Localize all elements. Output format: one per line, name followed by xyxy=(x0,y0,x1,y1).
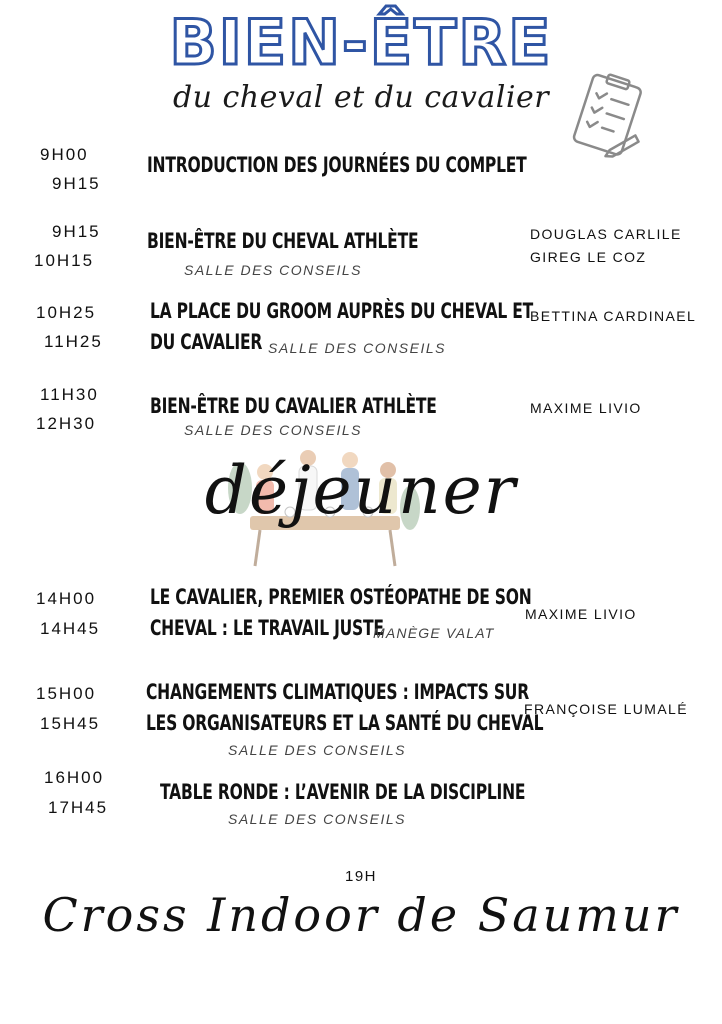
session-6-end-time: 15H45 xyxy=(40,714,101,733)
page-subtitle: du cheval et du cavalier xyxy=(172,80,550,115)
session-2-start-time: 9H15 xyxy=(52,222,101,241)
session-3-end-time: 11H25 xyxy=(44,332,103,351)
session-5-title-line-2: CHEVAL : LE TRAVAIL JUSTE xyxy=(150,616,384,640)
session-3-room: SALLE DES CONSEILS xyxy=(268,340,446,356)
session-5-title-line-1: LE CAVALIER, PREMIER OSTÉOPATHE DE SON xyxy=(150,585,532,609)
session-4-speaker-1: MAXIME LIVIO xyxy=(530,400,642,416)
session-4-title: BIEN-ÊTRE DU CAVALIER ATHLÈTE xyxy=(150,394,437,418)
session-6-start-time: 15H00 xyxy=(36,684,97,703)
session-5-end-time: 14H45 xyxy=(40,619,101,638)
session-7-title: TABLE RONDE : L’AVENIR DE LA DISCIPLINE xyxy=(160,780,526,804)
session-2-end-time: 10H15 xyxy=(34,251,95,270)
session-5-speaker-1: MAXIME LIVIO xyxy=(525,606,637,622)
session-1-end-time: 9H15 xyxy=(52,174,101,193)
session-6-room: SALLE DES CONSEILS xyxy=(228,742,406,758)
session-2-speaker-2: GIREG LE COZ xyxy=(530,249,647,265)
session-7-end-time: 17H45 xyxy=(48,798,109,817)
session-6-title-line-1: CHANGEMENTS CLIMATIQUES : IMPACTS SUR xyxy=(146,680,529,704)
session-6-title-line-2: LES ORGANISATEURS ET LA SANTÉ DU CHEVAL xyxy=(146,711,544,735)
clipboard-checklist-icon xyxy=(560,68,656,164)
session-4-room: SALLE DES CONSEILS xyxy=(184,422,362,438)
session-3-start-time: 10H25 xyxy=(36,303,97,322)
session-5-start-time: 14H00 xyxy=(36,589,97,608)
session-3-title-line-2: DU CAVALIER xyxy=(150,330,263,354)
session-4-start-time: 11H30 xyxy=(40,385,99,404)
session-3-speaker-1: BETTINA CARDINAEL xyxy=(530,308,697,324)
session-2-room: SALLE DES CONSEILS xyxy=(184,262,362,278)
session-1-start-time: 9H00 xyxy=(40,145,89,164)
session-7-room: SALLE DES CONSEILS xyxy=(228,811,406,827)
evening-event-title: Cross Indoor de Saumur xyxy=(42,888,680,942)
evening-event-time: 19H xyxy=(344,868,378,885)
session-2-speaker-1: DOUGLAS CARLILE xyxy=(530,226,682,242)
session-7-start-time: 16H00 xyxy=(44,768,105,787)
session-2-title: BIEN-ÊTRE DU CHEVAL ATHLÈTE xyxy=(147,229,419,253)
session-5-room: MANÈGE VALAT xyxy=(373,625,495,641)
session-3-title-line-1: LA PLACE DU GROOM AUPRÈS DU CHEVAL ET xyxy=(150,299,534,323)
session-1-title: INTRODUCTION DES JOURNÉES DU COMPLET xyxy=(147,153,527,177)
lunch-break-label: déjeuner xyxy=(204,452,518,529)
session-6-speaker-1: FRANÇOISE LUMALÉ xyxy=(524,701,688,717)
session-4-end-time: 12H30 xyxy=(36,414,97,433)
page-title: BIEN-ÊTRE xyxy=(169,6,553,79)
